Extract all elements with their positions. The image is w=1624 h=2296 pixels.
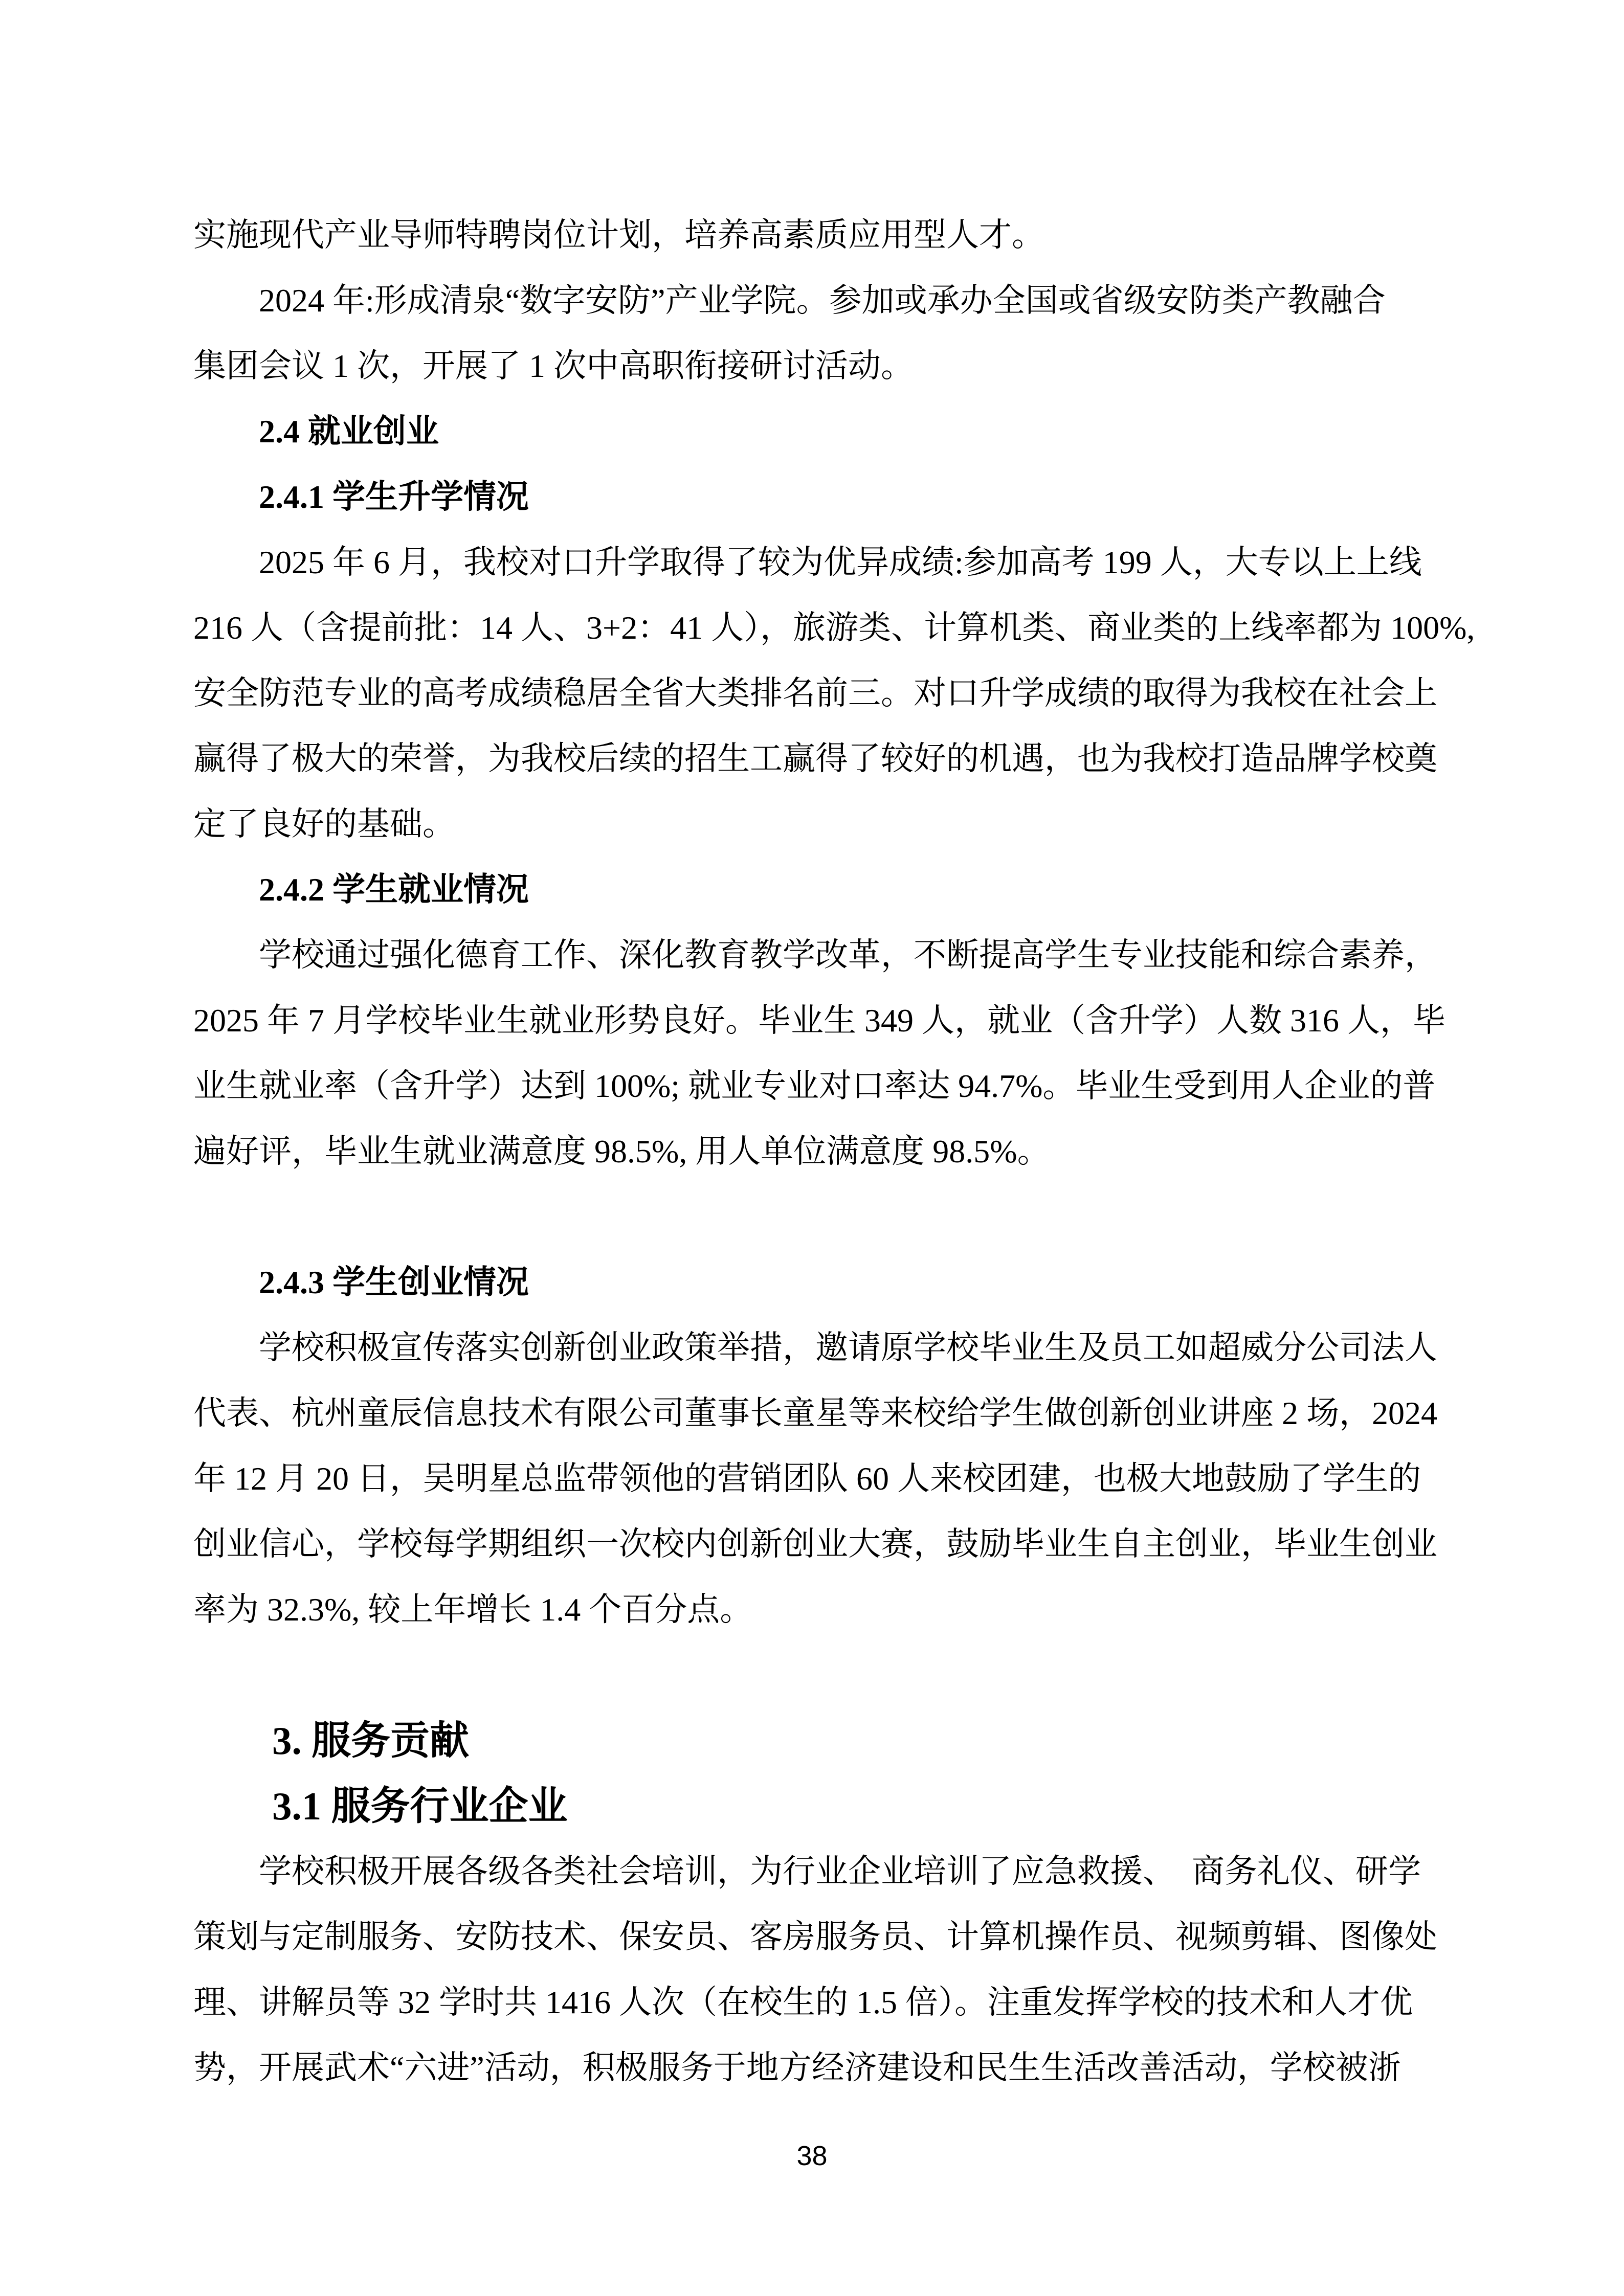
text-line: 势，开展武术“六进”活动，积极服务于地方经济建设和民生生活改善活动，学校被浙 [193, 2050, 1401, 2086]
text-line: 216 人（含提前批：14 人、3+2：41 人），旅游类、计算机类、商业类的上线率都为 100%, [193, 610, 1475, 646]
text-line: 率为 32.3%, 较上年增长 1.4 个百分点。 [193, 1591, 753, 1628]
section-heading: 3.1 服务行业企业 [272, 1784, 568, 1828]
sub-heading: 2.4.1 学生升学情况 [259, 479, 529, 515]
text-line: 安全防范专业的高考成绩稳居全省大类排名前三。对口升学成绩的取得为我校在社会上 [193, 675, 1437, 711]
text-line: 2025 年 6 月，我校对口升学取得了较为优异成绩:参加高考 199 人，大专以上上线 [259, 544, 1422, 580]
text-line: 代表、杭州童辰信息技术有限公司董事长童星等来校给学生做创新创业讲座 2 场，2024 [193, 1395, 1437, 1431]
sub-heading: 2.4.2 学生就业情况 [259, 871, 529, 908]
text-line: 理、讲解员等 32 学时共 1416 人次（在校生的 1.5 倍）。注重发挥学校的技术和人才优 [193, 1984, 1413, 2020]
text-line: 学校通过强化德育工作、深化教育教学改革，不断提高学生专业技能和综合素养， [259, 937, 1437, 973]
blank-line [193, 1184, 1441, 1250]
text-line: 学校积极开展各级各类社会培训，为行业企业培训了应急救援、 商务礼仪、研学 [259, 1853, 1421, 1889]
text-line: 遍好评，毕业生就业满意度 98.5%, 用人单位满意度 98.5%。 [193, 1133, 1050, 1169]
text-line: 赢得了极大的荣誉，为我校后续的招生工赢得了较好的机遇，也为我校打造品牌学校奠 [193, 740, 1437, 777]
text-line: 实施现代产业导师特聘岗位计划，培养高素质应用型人才。 [193, 217, 1044, 253]
text-line: 创业信心，学校每学期组织一次校内创新创业大赛，鼓励毕业生自主创业，毕业生创业 [193, 1526, 1437, 1562]
text-line: 2024 年:形成清泉“数字安防”产业学院。参加或承办全国或省级安防类产教融合 [259, 282, 1386, 319]
text-line: 年 12 月 20 日，吴明星总监带领他的营销团队 60 人来校团建，也极大地鼓励了学生的 [193, 1460, 1421, 1497]
text-line: 学校积极宣传落实创新创业政策举措，邀请原学校毕业生及员工如超威分公司法人 [259, 1330, 1437, 1366]
sub-heading: 2.4.3 学生创业情况 [259, 1264, 529, 1300]
text-line: 策划与定制服务、安防技术、保安员、客房服务员、计算机操作员、视频剪辑、图像处 [193, 1919, 1437, 1955]
text-line: 集团会议 1 次，开展了 1 次中高职衔接研讨活动。 [193, 348, 914, 384]
text-line: 定了良好的基础。 [193, 806, 455, 842]
page-body [193, 202, 1475, 2101]
text-line: 业生就业率（含升学）达到 100%; 就业专业对口率达 94.7%。毕业生受到用人企业的普 [193, 1068, 1436, 1104]
text-line: 2025 年 7 月学校毕业生就业形势良好。毕业生 349 人，就业（含升学）人数 316 人，毕 [193, 1002, 1445, 1039]
page-number: 38 [796, 2141, 828, 2171]
sub-heading: 2.4 就业创业 [259, 413, 439, 449]
blank-line [193, 1642, 1441, 1708]
section-heading: 3. 服务贡献 [272, 1719, 469, 1763]
